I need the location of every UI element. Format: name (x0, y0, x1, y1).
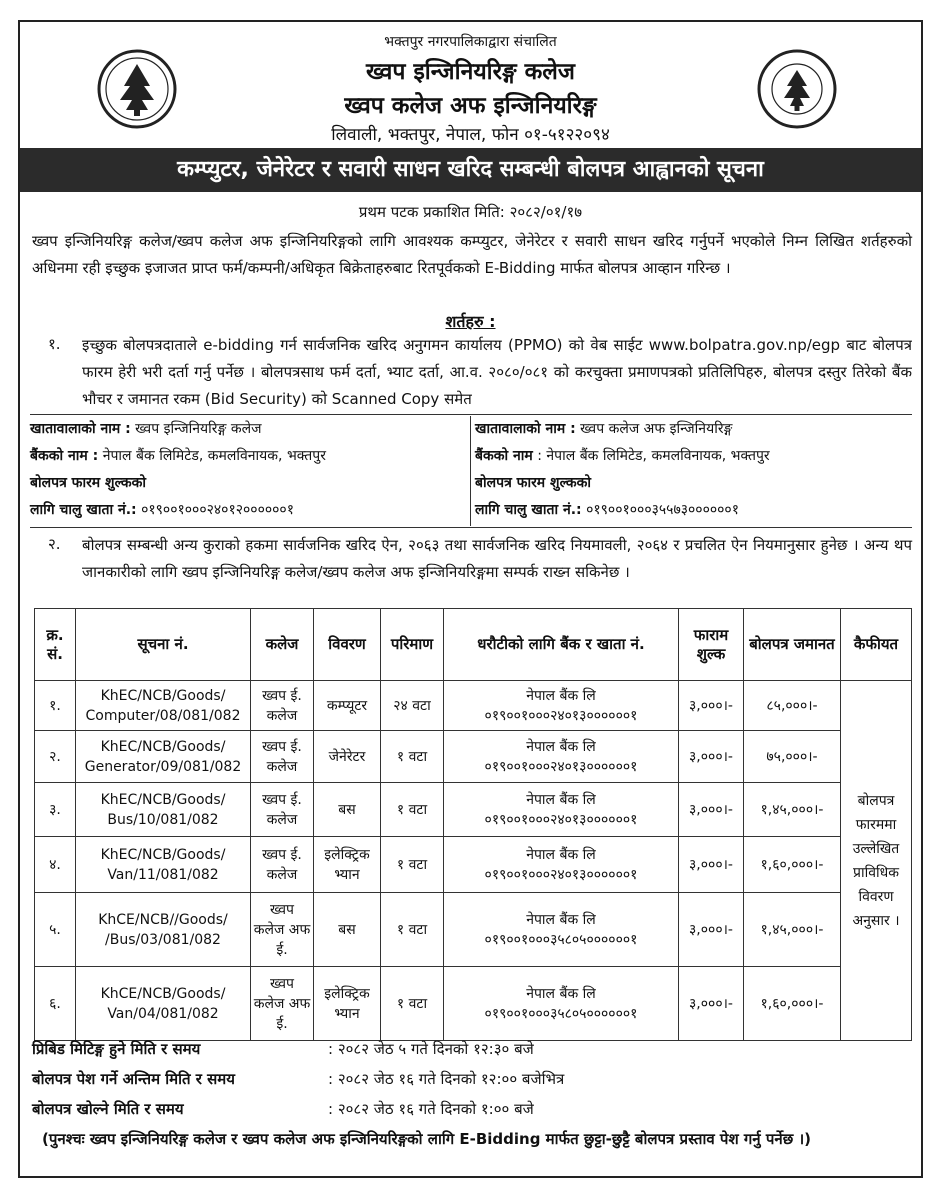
cell-notice-no: KhCE/NCB//Goods/ /Bus/03/081/082 (76, 893, 251, 967)
cell-bid-security: ८५,०००।- (744, 681, 841, 731)
cell-sn: ४. (35, 837, 76, 893)
conditions-title: शर्तहरु : (445, 312, 496, 331)
cell-form-fee: ३,०००।- (679, 681, 744, 731)
account-number-value: ०१९००१०००३५५७३००००००१ (586, 502, 739, 518)
account-holder-value: ख्वप इन्जिनियरिङ्ग कलेज (135, 421, 262, 437)
date-label: प्रिबिड मिटिङ्ग हुने मिति र समय (32, 1040, 201, 1058)
notice-header (20, 22, 921, 148)
cell-description: कम्प्यूटर (314, 681, 381, 731)
cell-college: ख्वप ई. कलेज (251, 731, 314, 783)
header-college-name: ख्वप इन्जिनियरिङ्ग कलेज (366, 59, 575, 85)
cell-description: जेनेरेटर (314, 731, 381, 783)
col-header-college: कलेज (251, 609, 314, 681)
bank-name-label: बैंकको नाम : (30, 448, 99, 464)
cell-college: ख्वप ई. कलेज (251, 681, 314, 731)
form-fee-label: बोलपत्र फारम शुल्कको (475, 475, 592, 491)
cell-form-fee: ३,०००।- (679, 893, 744, 967)
cell-bank-account: नेपाल बैंक लि ०१९००१०००२४०१३००००००१ (444, 731, 679, 783)
tender-table (34, 608, 912, 1041)
notice-title-banner: कम्प्युटर, जेनेरेटर र सवारी साधन खरिद सम्बन्धी बोलपत्र आह्वानको सूचना (20, 148, 921, 192)
cell-college: ख्वप कलेज अफ ई. (251, 967, 314, 1041)
cell-remarks: बोलपत्र फारममा उल्लेखित प्राविधिक विवरण अनुसार । (841, 681, 912, 1041)
cell-bid-security: १,४५,०००।- (744, 893, 841, 967)
cell-quantity: १ वटा (381, 731, 444, 783)
cell-form-fee: ३,०००।- (679, 783, 744, 837)
cell-description: बस (314, 893, 381, 967)
account-number-label: लागि चालु खाता नं.: (30, 502, 137, 518)
notice-frame (18, 20, 923, 1178)
bid-opening-row (32, 1094, 912, 1124)
cell-notice-no: KhCE/NCB/Goods/ Van/04/081/082 (76, 967, 251, 1041)
col-header-form-fee: फाराम शुल्क (679, 609, 744, 681)
cell-college: ख्वप ई. कलेज (251, 837, 314, 893)
table-row (35, 681, 912, 731)
cell-bank-account: नेपाल बैंक लि ०१९००१०००२४०१३००००००१ (444, 681, 679, 731)
cell-notice-no: KhEC/NCB/Goods/ Bus/10/081/082 (76, 783, 251, 837)
cell-description: इलेक्ट्रिक भ्यान (314, 967, 381, 1041)
cell-sn: ५. (35, 893, 76, 967)
col-header-notice-no: सूचना नं. (76, 609, 251, 681)
cell-bank-account: नेपाल बैंक लि ०१९००१०००२४०१३००००००१ (444, 783, 679, 837)
header-address: लिवाली, भक्तपुर, नेपाल, फोन ०१-५१२२०९४ (331, 125, 610, 145)
col-header-quantity: परिमाण (381, 609, 444, 681)
form-fee-label: बोलपत्र फारम शुल्कको (30, 475, 147, 491)
date-value: : २०८२ जेठ १६ गते दिनको १:०० बजे (328, 1100, 534, 1118)
table-row (35, 893, 912, 967)
table-row (35, 731, 912, 783)
cell-sn: ३. (35, 783, 76, 837)
col-header-sn: क्र. सं. (35, 609, 76, 681)
col-header-bank-account: धरौटीको लागि बैंक र खाता नं. (444, 609, 679, 681)
cell-form-fee: ३,०००।- (679, 967, 744, 1041)
condition-1-text: इच्छुक बोलपत्रदाताले e-bidding गर्न सार्वजनिक खरिद अनुगमन कार्यालय (PPMO) को वेब साईट www.bolpatra.gov.np/egp बाट बोलपत्र फारम हेरी भरी दर्ता गर्नु पर्नेछ । बोलपत्रसाथ फर्म दर्ता, भ्याट दर्ता, आ.व. २०८०/०८१ को करचुक्ता प्रमाणपत्रको प्रतिलिपिहरु, बोलपत्र दस्तुर तिरेको बैंक भौचर र जमानत रकम (Bid Security) को Scanned Copy समेत (82, 336, 912, 408)
intro-paragraph: ख्वप इन्जिनियरिङ्ग कलेज/ख्वप कलेज अफ इन्जिनियरिङ्गको लागि आवश्यक कम्प्युटर, जेनेरेटर र सवारी साधन खरिद गर्नुपर्ने भएकोले निम्न लिखित शर्तहरुको अधिनमा रही इच्छुक इजाजत प्राप्त फर्म/कम्पनी/अधिकृत बिक्रेताहरुबाट रितपूर्वकको E-Bidding मार्फत बोलपत्र आव्हान गरिन्छ । (32, 232, 912, 277)
cell-notice-no: KhEC/NCB/Goods/ Computer/08/081/082 (76, 681, 251, 731)
bank-account-khwopa-college (475, 416, 915, 526)
cell-college: ख्वप ई. कलेज (251, 783, 314, 837)
cell-notice-no: KhEC/NCB/Goods/ Van/11/081/082 (76, 837, 251, 893)
date-value: : २०८२ जेठ १६ गते दिनको १२:०० बजेभित्र (328, 1070, 565, 1088)
bank-account-khwopa-engineering (30, 416, 471, 526)
header-college-name-2: ख्वप कलेज अफ इन्जिनियरिङ्ग (344, 93, 597, 119)
cell-sn: २. (35, 731, 76, 783)
date-label: बोलपत्र खोल्ने मिति र समय (32, 1100, 184, 1118)
account-holder-label: खातावालाको नाम : (30, 421, 131, 437)
cell-description: बस (314, 783, 381, 837)
schedule-dates (32, 1034, 912, 1124)
table-row (35, 783, 912, 837)
table-row (35, 967, 912, 1041)
date-label: बोलपत्र पेश गर्ने अन्तिम मिति र समय (32, 1070, 235, 1088)
date-value: : २०८२ जेठ ५ गते दिनको १२:३० बजे (328, 1040, 534, 1058)
col-header-bid-security: बोलपत्र जमानत (744, 609, 841, 681)
condition-1-number: १. (48, 335, 61, 353)
cell-quantity: १ वटा (381, 893, 444, 967)
cell-bank-account: नेपाल बैंक लि ०१९००१०००३५८०५००००००१ (444, 967, 679, 1041)
cell-bid-security: १,४५,०००।- (744, 783, 841, 837)
cell-bank-account: नेपाल बैंक लि ०१९००१०००३५८०५००००००१ (444, 893, 679, 967)
prebid-meeting-row (32, 1034, 912, 1064)
col-header-remarks: कैफीयत (841, 609, 912, 681)
cell-form-fee: ३,०००।- (679, 837, 744, 893)
publication-date: प्रथम पटक प्रकाशित मिति: २०८२/०१/१७ (358, 203, 583, 221)
account-number-value: ०१९००१०००२४०१२००००००१ (141, 502, 294, 518)
cell-college: ख्वप कलेज अफ ई. (251, 893, 314, 967)
account-number-label: लागि चालु खाता नं.: (475, 502, 582, 518)
cell-description: इलेक्ट्रिक भ्यान (314, 837, 381, 893)
college-logo-right (756, 48, 838, 130)
cell-quantity: १ वटा (381, 967, 444, 1041)
cell-bank-account: नेपाल बैंक लि ०१९००१०००२४०१३००००००१ (444, 837, 679, 893)
cell-quantity: १ वटा (381, 783, 444, 837)
col-header-description: विवरण (314, 609, 381, 681)
bank-name-value: : नेपाल बैंक लिमिटेड, कमलविनायक, भक्तपुर (537, 448, 770, 464)
cell-quantity: १ वटा (381, 837, 444, 893)
postscript-note: (पुनश्चः ख्वप इन्जिनियरिङ्ग कलेज र ख्वप कलेज अफ इन्जिनियरिङ्गको लागि E-Bidding मार्फत छुट्टा-छुट्टै बोलपत्र प्रस्ताव पेश गर्नु पर्नेछ ।) (42, 1130, 811, 1148)
cell-sn: १. (35, 681, 76, 731)
cell-bid-security: १,६०,०००।- (744, 837, 841, 893)
header-managed-by: भक्तपुर नगरपालिकाद्वारा संचालित (384, 34, 557, 50)
cell-bid-security: ७५,०००।- (744, 731, 841, 783)
account-holder-label: खातावालाको नाम : (475, 421, 576, 437)
bank-name-value: नेपाल बैंक लिमिटेड, कमलविनायक, भक्तपुर (102, 448, 326, 464)
cell-quantity: २४ वटा (381, 681, 444, 731)
submission-deadline-row (32, 1064, 912, 1094)
cell-bid-security: १,६०,०००।- (744, 967, 841, 1041)
cell-form-fee: ३,०००।- (679, 731, 744, 783)
cell-notice-no: KhEC/NCB/Goods/ Generator/09/081/082 (76, 731, 251, 783)
bank-name-label: बैंकको नाम (475, 448, 533, 464)
cell-sn: ६. (35, 967, 76, 1041)
table-row (35, 837, 912, 893)
condition-2-number: २. (48, 535, 61, 553)
condition-2-text: बोलपत्र सम्बन्धी अन्य कुराको हकमा सार्वजनिक खरिद ऐन, २०६३ तथा सार्वजनिक खरिद नियमावली, २०६४ र प्रचलित ऐन नियमानुसार हुनेछ । अन्य थप जानकारीको लागि ख्वप इन्जिनियरिङ्ग कलेज/ख्वप कलेज अफ इन्जिनियरिङ्गमा सम्पर्क राख्न सकिनेछ । (82, 536, 912, 581)
account-holder-value: ख्वप कलेज अफ इन्जिनियरिङ्ग (580, 421, 733, 437)
